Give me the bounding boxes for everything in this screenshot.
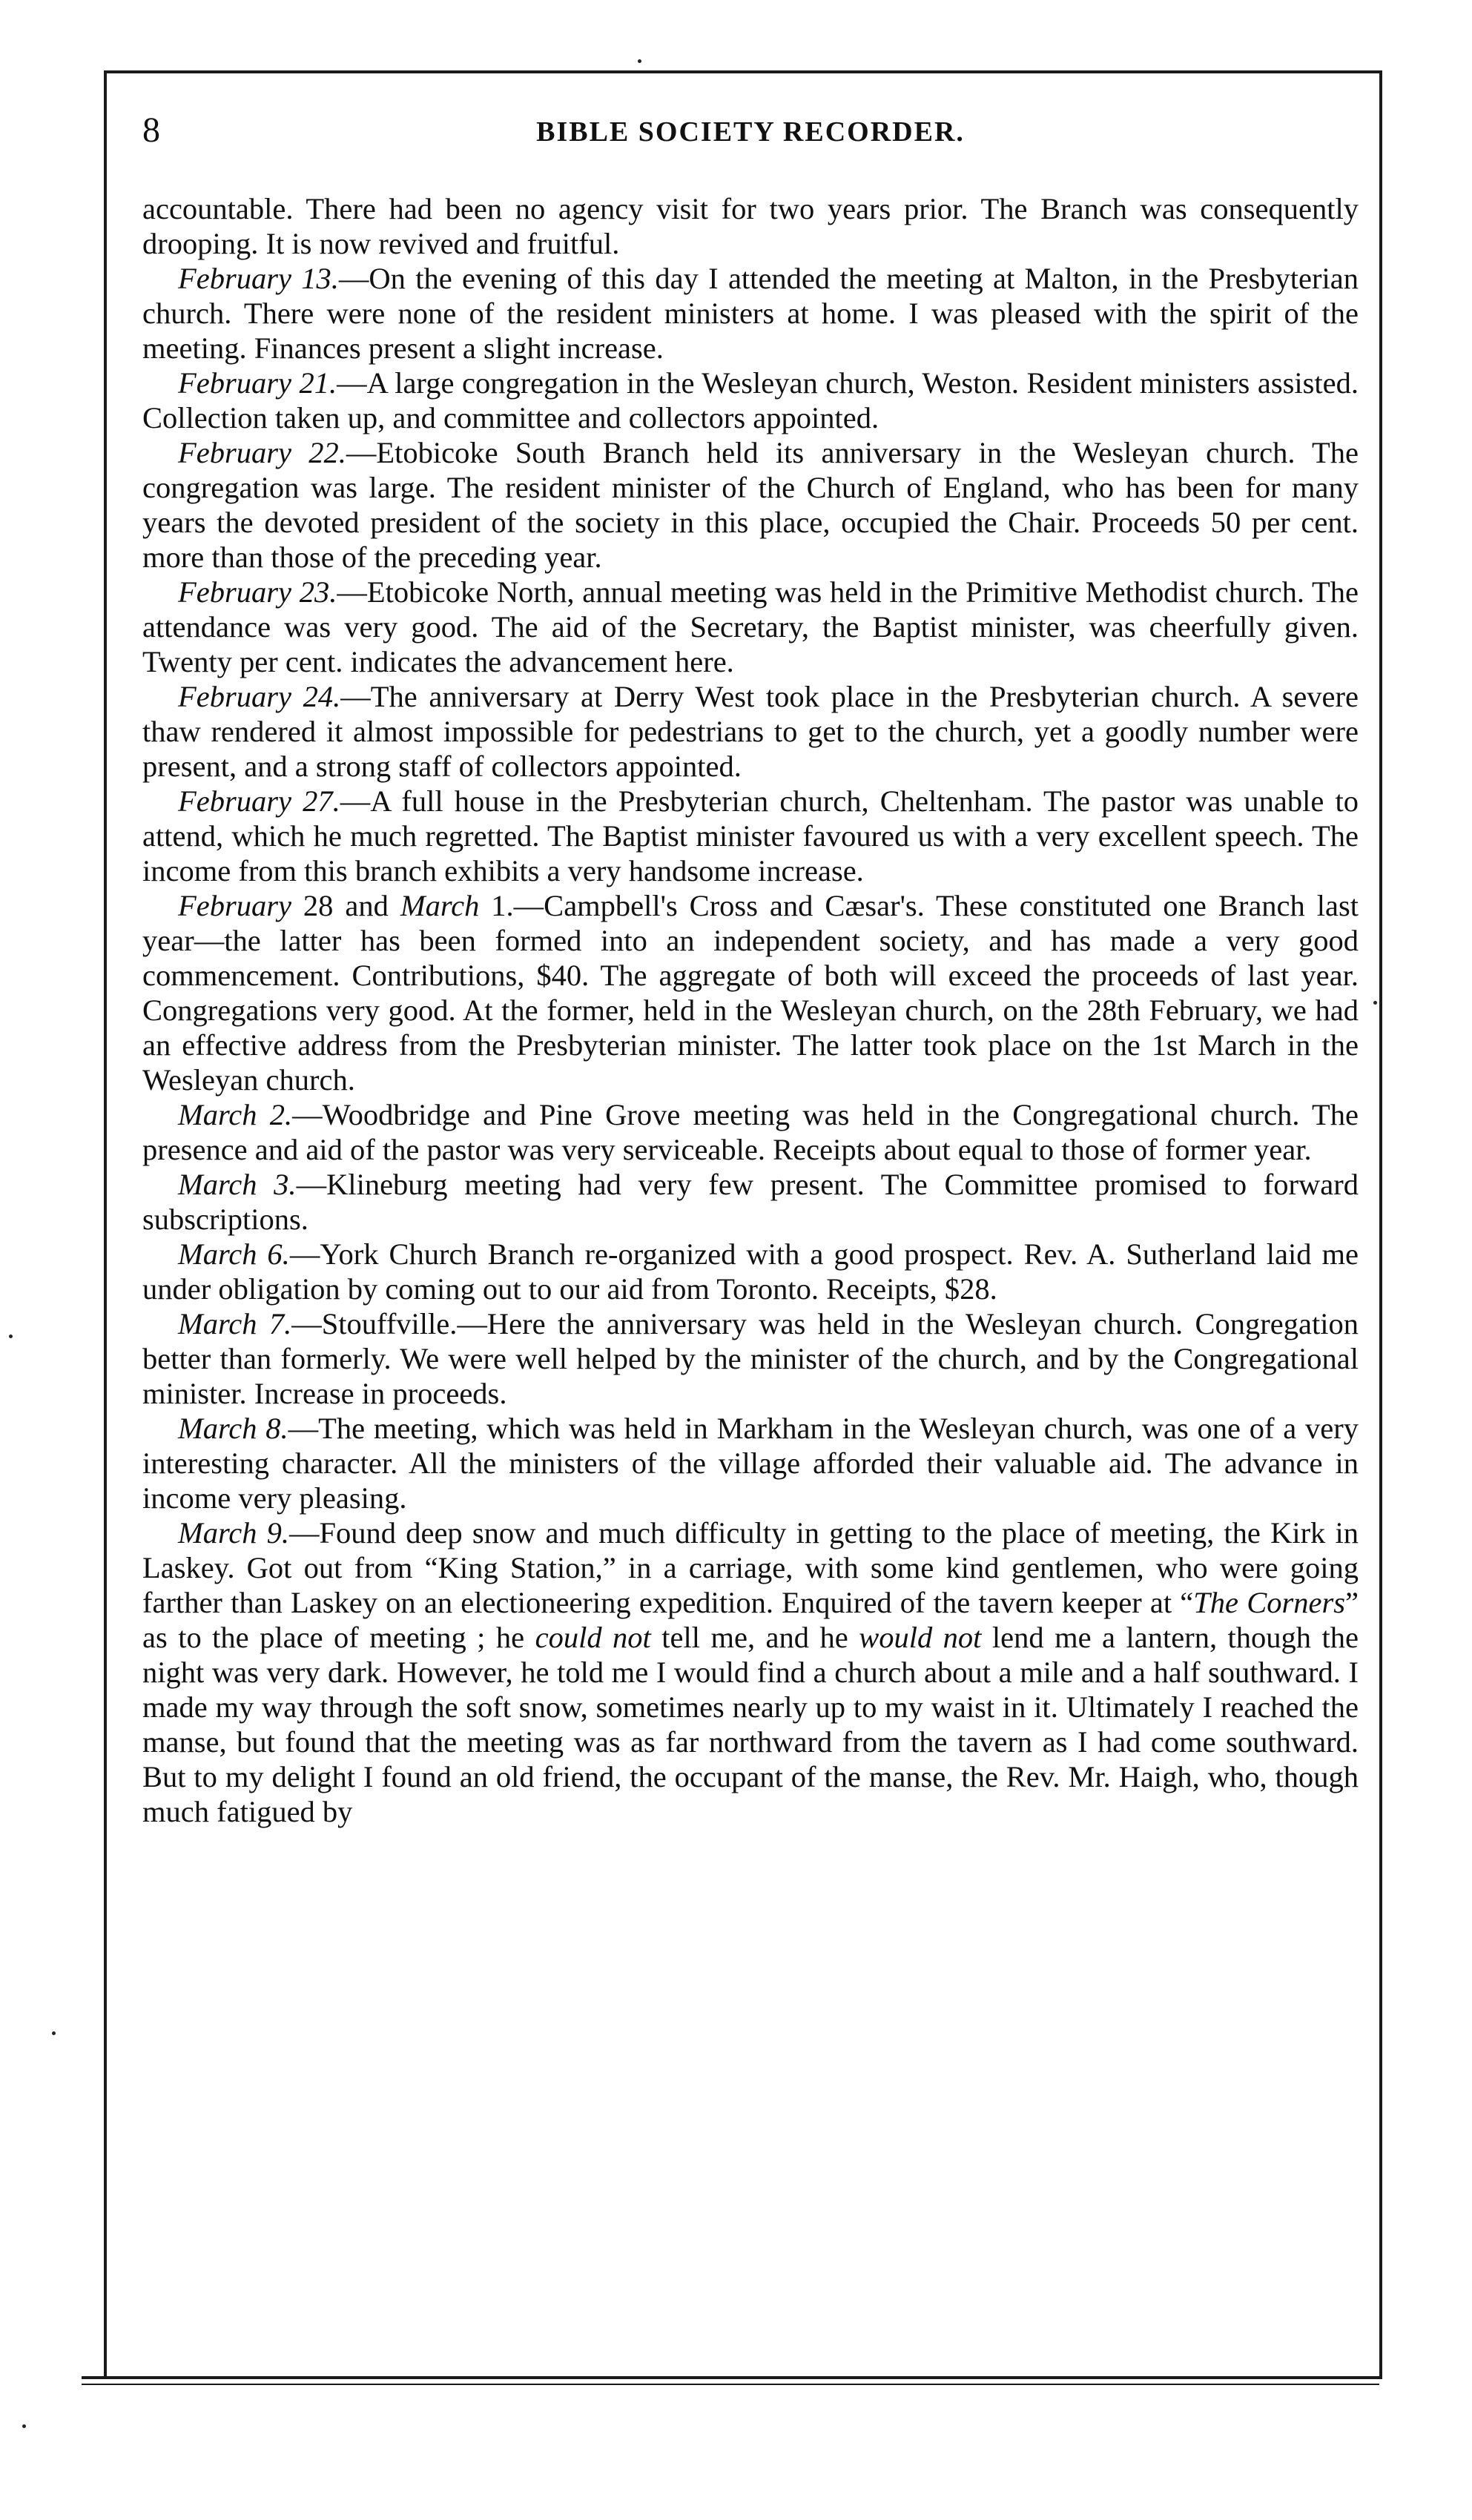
paragraph-continued <box>142 191 1359 261</box>
entry-date-second: March <box>400 889 480 922</box>
diary-entry <box>142 1306 1359 1411</box>
diary-entry <box>142 1097 1359 1167</box>
diary-entry <box>142 784 1359 888</box>
diary-entry <box>142 1411 1359 1515</box>
entry-date: March 7. <box>178 1307 292 1340</box>
diary-entry <box>142 575 1359 679</box>
print-speck <box>9 1335 13 1338</box>
entry-date: March 8. <box>178 1412 288 1445</box>
entry-text: —On the evening of this day I attended the meeting at Malton, in the Presbyterian church. There were none of the resident ministers at home. I was pleased with the spirit of the meeting. Finances present a slight increase. <box>142 262 1359 365</box>
diary-entry <box>142 888 1359 1097</box>
diary-entry <box>142 435 1359 575</box>
entry-date: February 23. <box>178 575 337 609</box>
entry-italic-text: would not <box>859 1621 982 1654</box>
entry-date: February 21. <box>178 366 337 400</box>
entry-text: tell me, and he <box>650 1621 859 1654</box>
entry-text: —York Church Branch re-organized with a good prospect. Rev. A. Sutherland laid me under obligation by coming out to our aid from Toronto. Receipts, $28. <box>142 1237 1359 1306</box>
entry-text: —Etobicoke North, annual meeting was held in the Primitive Methodist church. The attendance was very good. The aid of the Secretary, the Baptist minister, was cheerfully given. Twenty per cent. indicates the advancement here. <box>142 575 1359 678</box>
page-number: 8 <box>142 110 160 150</box>
diary-entry <box>142 261 1359 366</box>
entry-date: March 2. <box>178 1098 293 1131</box>
entry-date: March 3. <box>178 1168 297 1201</box>
entry-italic-text: The Corners <box>1193 1586 1345 1619</box>
entry-text: —Etobicoke South Branch held its anniversary in the Wesleyan church. The congregation was large. The resident minister of the Church of England, who has been for many years the devoted president of the society in this place, occupied the Chair. Proceeds 50 per cent. more than those of the preceding year. <box>142 436 1359 574</box>
entry-text: ” as to the place of meeting ; he <box>142 1586 1359 1654</box>
entry-text: —The meeting, which was held in Markham in the Wesleyan church, was one of a very interesting character. All the ministers of the village afforded their valuable aid. The advance in income very pleasing. <box>142 1412 1359 1515</box>
entry-text: —Stouffville.—Here the anniversary was held in the Wesleyan church. Congregation better than formerly. We were well helped by the minister of the church, and by the Congregational minister. Increase in proceeds. <box>142 1307 1359 1410</box>
diary-entry <box>142 679 1359 784</box>
print-speck <box>638 59 641 63</box>
paragraph-text: accountable. There had been no agency visit for two years prior. The Branch was consequently drooping. It is now revived and fruitful. <box>142 192 1359 260</box>
entry-date: February 24. <box>178 680 341 713</box>
article-body <box>142 191 1359 1829</box>
entry-text: 1.—Campbell's Cross and Cæsar's. These constituted one Branch last year—the latter has been formed into an independent society, and has made a very good commencement. Contributions, $40. The aggregate of both will exceed the proceeds of last year. Congregations very good. At the former, held in the Wesleyan church, on the 28th February, we had an effective address from the Presbyterian minister. The latter took place on the 1st March in the Wesleyan church. <box>142 889 1359 1097</box>
entry-text: —Found deep snow and much difficulty in getting to the place of meeting, the Kirk in Laskey. Got out from “King Station,” in a carriage, with some kind gentlemen, who were going farther than Laskey on an electioneering expedition. Enquired of the tavern keeper at “ <box>142 1516 1359 1619</box>
entry-text: lend me a lantern, though the night was very dark. However, he told me I would find a church about a mile and a half southward. I made my way through the soft snow, sometimes nearly up to my waist in it. Ultimately I reached the manse, but found that the meeting was as far northward from the tavern as I had come southward. But to my delight I found an old friend, the occupant of the manse, the Rev. Mr. Haigh, who, though much fatigued by <box>142 1621 1359 1828</box>
print-speck <box>52 2031 56 2035</box>
bottom-rule <box>82 2376 1379 2379</box>
entry-date: February 27. <box>178 784 340 818</box>
entry-text: —The anniversary at Derry West took place in the Presbyterian church. A severe thaw rendered it almost impossible for pedestrians to get to the church, yet a goodly number were present, and a strong staff of collectors appointed. <box>142 680 1359 783</box>
entry-text: —A full house in the Presbyterian church, Cheltenham. The pastor was unable to attend, which he much regretted. The Baptist minister favoured us with a very excellent speech. The income from this branch exhibits a very handsome increase. <box>142 784 1359 887</box>
diary-entry <box>142 1515 1359 1829</box>
entry-date: February 22. <box>178 436 346 469</box>
running-head: BIBLE SOCIETY RECORDER. <box>536 116 965 148</box>
print-speck <box>1373 1001 1377 1005</box>
print-speck <box>22 2424 26 2428</box>
entry-italic-text: could not <box>535 1621 651 1654</box>
entry-date: March 6. <box>178 1237 290 1271</box>
diary-entry <box>142 366 1359 435</box>
page-header <box>142 110 1359 154</box>
diary-entry <box>142 1237 1359 1306</box>
diary-entry <box>142 1167 1359 1237</box>
entry-text: —A large congregation in the Wesleyan church, Weston. Resident ministers assisted. Collection taken up, and committee and collectors appointed. <box>142 366 1359 434</box>
entry-date-tail: 28 and <box>291 889 400 922</box>
entry-text: —Klineburg meeting had very few present. The Committee promised to forward subscriptions. <box>142 1168 1359 1236</box>
entry-date: February 13. <box>178 262 339 295</box>
entry-text: —Woodbridge and Pine Grove meeting was held in the Congregational church. The presence and aid of the pastor was very serviceable. Receipts about equal to those of former year. <box>142 1098 1359 1166</box>
entry-date: March 9. <box>178 1516 290 1550</box>
bottom-rule-secondary <box>82 2384 1379 2385</box>
entry-date: February <box>178 889 291 922</box>
